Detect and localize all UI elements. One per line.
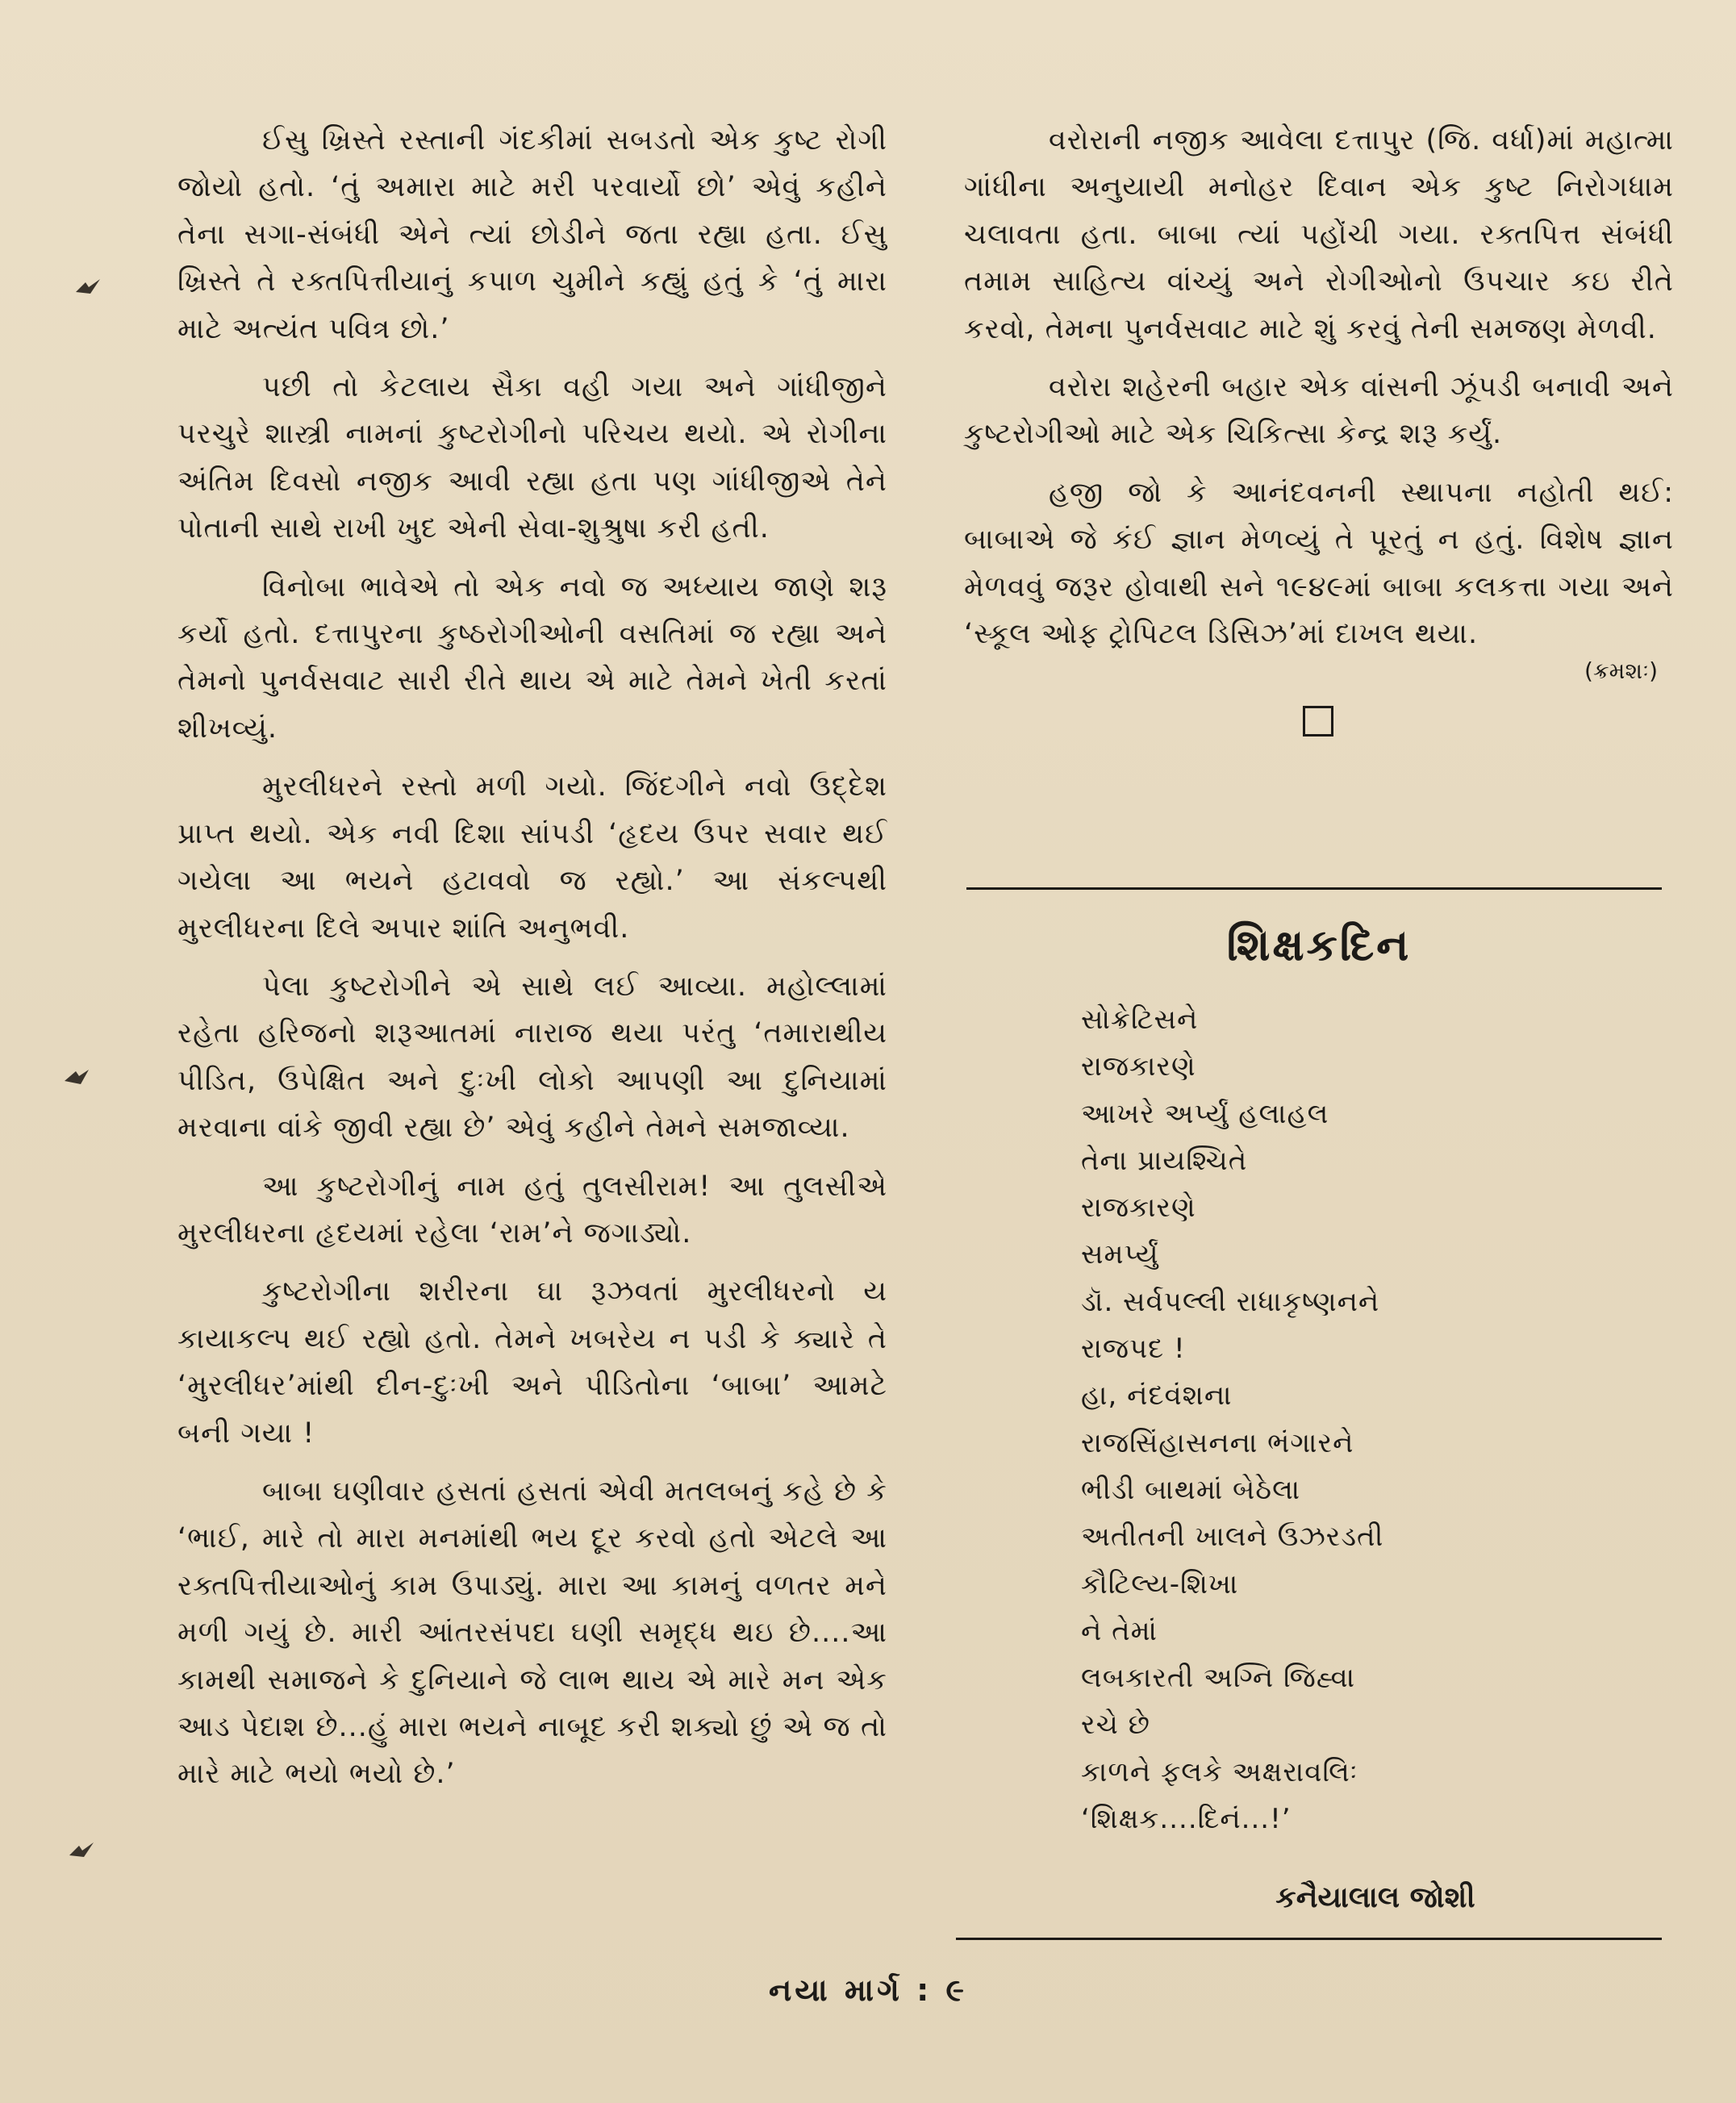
poem-line: રચે છે (1081, 1709, 1150, 1742)
poem-line: આખરે અર્પ્યું હલાહલ (1081, 1097, 1329, 1130)
paragraph: પેલા કુષ્ટરોગીને એ સાથે લઈ આવ્યા. મહોલ્લામાં રહેતા હરિજનો શરૂઆતમાં નારાજ થયા પરંતુ ‘તમારાથીય પીડિત, ઉપેક્ષિત અને દુઃખી લોકો આપણી આ દુનિયામાં મરવાના વાંકે જીવી રહ્યા છે’ એવું કહીને તેમને સમજાવ્યા. (177, 970, 887, 1145)
paragraph: બાબા ઘણીવાર હસતાં હસતાં એવી મતલબનું કહે છે કે ‘ભાઈ, મારે તો મારા મનમાંથી ભય દૂર કરવો હતો એટલે આ રક્તપિત્તીયાઓનું કામ ઉપાડ્યું. મારા આ કામનું વળતર મને મળી ગયું છે. મારી આંતરસંપદા ઘણી સમૃદ્ધ થઇ છે....આ કામથી સમાજને કે દુનિયાને જે લાભ થાય એ મારે મન એક આડ પેદાશ છે...હું મારા ભયને નાબૂદ કરી શક્યો છું એ જ તો મારે માટે ભયો ભયો છે.’ (177, 1475, 887, 1791)
poem-line: તેના પ્રાયશ્ચિતે (1081, 1144, 1248, 1177)
paragraph: વરોરા શહેરની બહાર એક વાંસની ઝૂંપડી બનાવી અને કુષ્ટરોગીઓ માટે એક ચિકિત્સા કેન્દ્ર શરૂ કર્યું. (964, 371, 1674, 451)
poem-line: ને તેમાં (1081, 1614, 1158, 1647)
binder-hole (68, 1839, 95, 1860)
poem-line: હા, નંદવંશના (1081, 1379, 1233, 1412)
paragraph: ઈસુ ખ્રિસ્તે રસ્તાની ગંદકીમાં સબડતો એક કુષ્ટ રોગી જોયો હતો. ‘તું અમારા માટે મરી પરવાર્યો છો’ એવું કહીને તેના સગા-સંબંધી એને ત્યાં છોડીને જતા રહ્યા હતા. ઈસુ ખ્રિસ્તે તે રક્તપિત્તીયાનું કપાળ ચુમીને કહ્યું હતું કે ‘તું મારા માટે અત્યંત પવિત્ર છો.’ (177, 124, 887, 345)
right-column (964, 117, 1674, 736)
paragraph: પછી તો કેટલાય સૈકા વહી ગયા અને ગાંધીજીને પરચુરે શાસ્ત્રી નામનાં કુષ્ટરોગીનો પરિચય થયો. એ રોગીના અંતિમ દિવસો નજીક આવી રહ્યા હતા પણ ગાંધીજીએ તેને પોતાની સાથે રાખી ખુદ એની સેવા-શુશ્રુષા કરી હતી. (177, 371, 887, 545)
poem-line: લબકારતી અગ્નિ જિહ્વા (1081, 1662, 1356, 1695)
paragraph: વરોરાની નજીક આવેલા દત્તાપુર (જિ. વર્ધા)માં મહાત્મા ગાંધીના અનુયાયી મનોહર દિવાન એક કુષ્ટ નિરોગધામ ચલાવતા હતા. બાબા ત્યાં પહોંચી ગયા. રક્તપિત્ત સંબંધી તમામ સાહિત્ય વાંચ્યું અને રોગીઓનો ઉપચાર કઇ રીતે કરવો, તેમના પુનર્વસવાટ માટે શું કરવું તેની સમજણ મેળવી. (964, 124, 1674, 345)
paragraph: કુષ્ટરોગીના શરીરના ઘા રૂઝવતાં મુરલીધરનો ય કાયાકલ્પ થઈ રહ્યો હતો. તેમને ખબરેય ન પડી કે ક્યારે તે ‘મુરલીધર’માંથી દીન-દુઃખી અને પીડિતોના ‘બાબા’ આમટે બની ગયા ! (177, 1275, 887, 1450)
end-mark-box (1303, 706, 1333, 736)
paragraph: આ કુષ્ટરોગીનું નામ હતું તુલસીરામ! આ તુલસીએ મુરલીધરના હૃદયમાં રહેલા ‘રામ’ને જગાડ્યો. (177, 1170, 887, 1250)
poem-title: શિક્ષકદિન (1226, 920, 1412, 970)
poem-line: કાળને ફલકે અક્ષરાવલિઃ (1081, 1755, 1358, 1788)
poem-line: ભીડી બાથમાં બેઠેલા (1081, 1473, 1301, 1506)
paragraph: મુરલીધરને રસ્તો મળી ગયો. જિંદગીને નવો ઉદ્દેશ પ્રાપ્ત થયો. એક નવી દિશા સાંપડી ‘હૃદય ઉપર સવાર થઈ ગયેલા આ ભયને હટાવવો જ રહ્યો.’ આ સંકલ્પથી મુરલીધરના દિલે અપાર શાંતિ અનુભવી. (177, 770, 887, 945)
poem-body (1081, 996, 1646, 1842)
poem-line: રાજસિંહાસનના ભંગારને (1081, 1426, 1354, 1459)
section-divider-bottom (956, 1938, 1662, 1940)
poem-author: કનૈયાલાલ જોશી (1275, 1881, 1475, 1914)
section-divider-top (966, 887, 1662, 890)
page-footer: નયા માર્ગ : ૯ (768, 1972, 967, 2008)
poem-line: સોક્રેટિસને (1081, 1004, 1199, 1036)
continued-note: (ક્રમશઃ) (1584, 657, 1658, 685)
paragraph: વિનોબા ભાવેએ તો એક નવો જ અધ્યાય જાણે શરૂ કર્યો હતો. દત્તાપુરના કુષ્ઠરોગીઓની વસતિમાં જ રહ્યા અને તેમનો પુનર્વસવાટ સારી રીતે થાય એ માટે તેમને ખેતી કરતાં શીખવ્યું. (177, 570, 887, 745)
poem-line: સમર્પ્યું (1081, 1238, 1159, 1271)
poem-line: અતીતની ખાલને ઉઝરડતી (1081, 1521, 1384, 1554)
poem-line: ‘શિક્ષક....દિનં...!’ (1081, 1803, 1292, 1836)
poem-line: રાજકારણે (1081, 1191, 1196, 1225)
poem-line: રાજપદ ! (1081, 1333, 1186, 1366)
binder-hole (63, 1066, 90, 1087)
poem-line: ડૉ. સર્વપલ્લી રાધાકૃષ્ણનને (1081, 1285, 1380, 1318)
poem-line: રાજકારણે (1081, 1050, 1196, 1083)
left-column (177, 117, 887, 1809)
paragraph: હજી જો કે આનંદવનની સ્થાપના નહોતી થઈ: બાબાએ જે કંઈ જ્ઞાન મેળવ્યું તે પૂરતું ન હતું. વિશેષ જ્ઞાન મેળવવું જરૂર હોવાથી સને ૧૯૪૯માં બાબા કલકત્તા ગયા અને ‘સ્કૂલ ઓફ ટ્રોપિટલ ડિસિઝ’માં દાખલ થયા. (964, 476, 1674, 651)
poem-line: કૌટિલ્ય-શિખા (1081, 1567, 1239, 1600)
binder-hole (74, 276, 102, 297)
